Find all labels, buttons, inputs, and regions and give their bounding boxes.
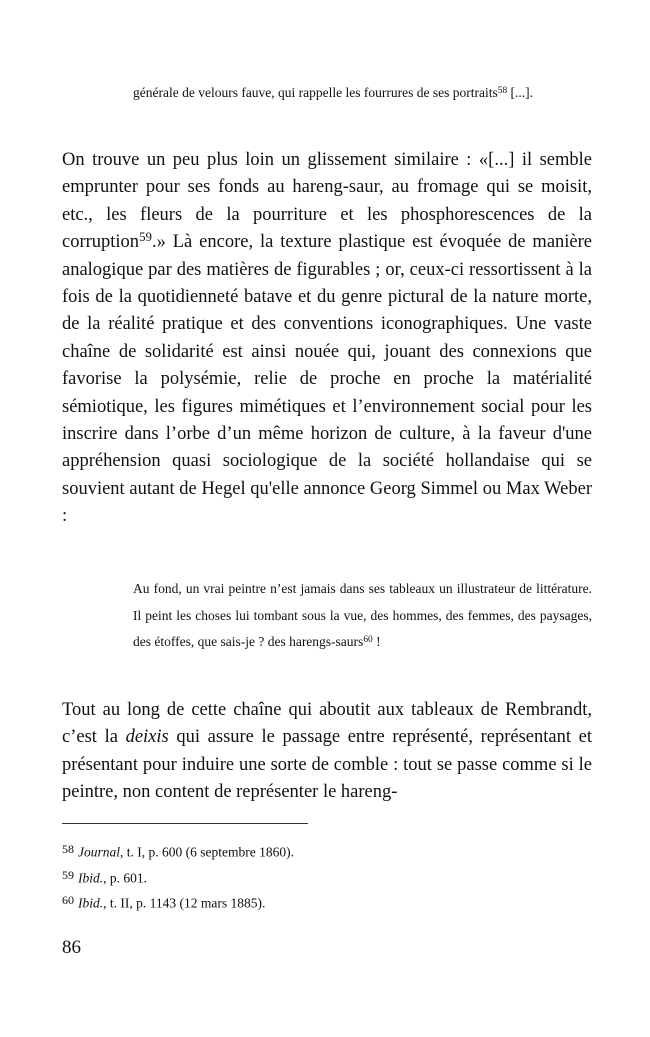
footnote-item xyxy=(62,889,592,915)
footnote-item xyxy=(62,864,592,890)
paragraph-2 xyxy=(62,697,592,807)
paragraph-1 xyxy=(62,147,592,531)
page-number: 86 xyxy=(62,937,81,958)
footnote-number: 59 xyxy=(62,867,74,882)
footnote-item xyxy=(62,838,592,864)
footnotes xyxy=(62,838,592,915)
footnote-number: 58 xyxy=(62,842,74,856)
footnote-ref-59: 59 xyxy=(139,229,152,245)
footnote-details: , p. 601. xyxy=(103,870,147,886)
paragraph-2-text-b: qui assure le passage entre représenté, représentant et présentant pour induire une sorte de comble : tout se passe comme si le peintre, non content de représenter le hareng- xyxy=(62,727,593,803)
paragraph-2-text-a: Tout au long de cette chaîne qui aboutit aux tableaux de Rembrandt, c’est la xyxy=(62,700,592,748)
paragraph-2-emphasis: deixis xyxy=(125,727,169,748)
quote-tail: [...]. xyxy=(507,85,534,100)
block-quote xyxy=(133,576,592,656)
paragraph-1-text-b: .» Là encore, la texture plastique est évoquée de manière analogique par des matières de figurables ; or, ceux-ci ressortissent à la fois de la quotidienneté batave et du genre pictural de la nature morte, de la réalité pratique et des conventions iconographiques. Une vaste chaîne de solidarité est ainsi nouée qui, jouant des connexions que favorise la polysémie, relie de proche en proche la matérialité sémiotique, les figures mimétiques et l’environnement social pour les inscrire dans l’orbe d’un même horizon de culture, à la faveur d'une appréhension quasi sociologique de la société hollandaise qui se souvient autant de Hegel qu'elle annonce Georg Simmel ou Max Weber : xyxy=(62,232,592,527)
footnote-source: Ibid. xyxy=(78,895,104,911)
quote-text: générale de velours fauve, qui rappelle les fourrures de ses portraits xyxy=(133,85,498,100)
footnote-details: , t. I, p. 600 (6 septembre 1860). xyxy=(120,844,294,860)
paragraph-1-text-a: On trouve un peu plus loin un glissement similaire : «[...] il semble emprunter pour ses fonds au hareng-saur, au fromage qui se moisit, etc., les fleurs de la pourriture et les phosphorescences de la corruption xyxy=(62,150,592,253)
footnote-source: Ibid. xyxy=(78,870,104,886)
footnote-ref-58: 58 xyxy=(497,85,508,96)
block-quote-continuation xyxy=(133,80,592,105)
footnote-divider xyxy=(62,823,308,824)
footnote-number: 60 xyxy=(62,893,74,908)
quote-tail: ! xyxy=(372,634,381,649)
footnote-source: Journal xyxy=(78,844,120,860)
footnote-details: , t. II, p. 1143 (12 mars 1885). xyxy=(103,895,266,911)
quote-text: Au fond, un vrai peintre n’est jamais dans ses tableaux un illustrateur de littérature. Il peint les choses lui tombant sous la vue, des hommes, des femmes, des paysages, des étoffes, que sais-je ? des harengs-saurs xyxy=(133,581,592,649)
footnote-ref-60: 60 xyxy=(363,634,373,645)
